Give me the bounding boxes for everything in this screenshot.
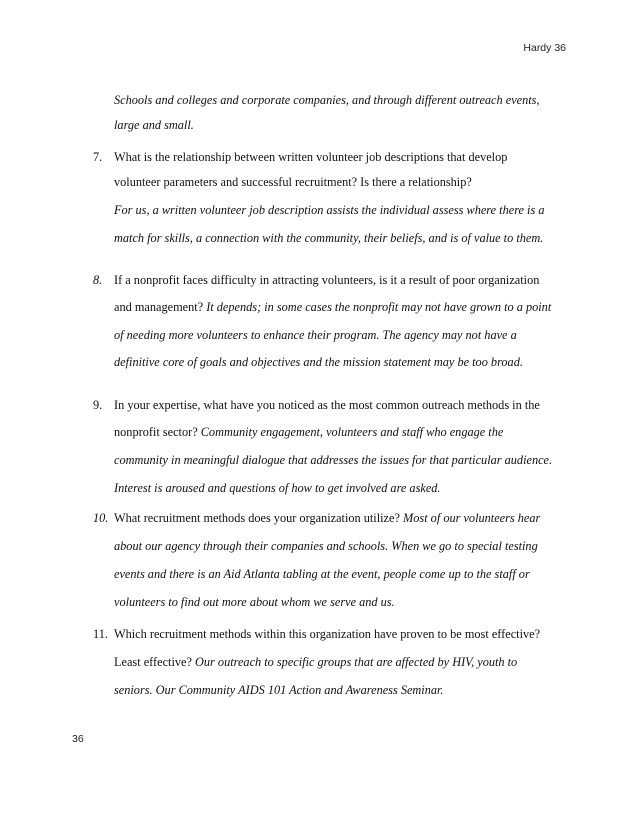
question-text: In your expertise, what have you noticed as the most common outreach methods in the xyxy=(114,398,540,412)
question-text: Which recruitment methods within this organization have proven to be most effective? xyxy=(114,627,541,641)
text-line xyxy=(114,595,395,610)
page-number: 36 xyxy=(72,733,84,745)
text-line xyxy=(114,150,507,165)
answer-text: about our agency through their companies and schools. When we go to special testing xyxy=(114,539,538,553)
answer-text: volunteers to find out more about whom we serve and us. xyxy=(114,595,395,609)
answer-text: Schools and colleges and corporate companies, and through different outreach events, xyxy=(114,93,540,107)
question-text: and management? xyxy=(114,300,207,314)
text-line xyxy=(114,567,530,582)
text-line xyxy=(114,355,523,370)
answer-text: definitive core of goals and objectives and the mission statement may be too broad. xyxy=(114,355,523,369)
question-text: Least effective? xyxy=(114,655,196,669)
answer-text: Most of our volunteers hear xyxy=(403,511,541,525)
text-line xyxy=(114,627,540,642)
answer-text: For us, a written volunteer job description assists the individual assess where there is a xyxy=(114,203,545,217)
question-text: nonprofit sector? xyxy=(114,425,201,439)
text-line xyxy=(114,453,552,468)
answer-text: Interest is aroused and questions of how to get involved are asked. xyxy=(114,481,441,495)
text-line xyxy=(114,481,441,496)
question-text: What recruitment methods does your organization utilize? xyxy=(114,511,404,525)
text-line xyxy=(114,539,538,554)
answer-text: seniors. Our Community AIDS 101 Action and Awareness Seminar. xyxy=(114,683,444,697)
running-head: Hardy 36 xyxy=(523,42,566,54)
item-number: 9. xyxy=(93,398,103,412)
answer-text: of needing more volunteers to enhance their program. The agency may not have a xyxy=(114,328,517,342)
item-number: 8. xyxy=(93,273,103,287)
answer-text: Community engagement, volunteers and staff who engage the xyxy=(200,425,504,439)
answer-text: Our outreach to specific groups that are affected by HIV, youth to xyxy=(195,655,518,669)
text-line xyxy=(114,273,539,288)
answer-text: large and small. xyxy=(114,118,194,132)
question-text: If a nonprofit faces difficulty in attracting volunteers, is it a result of poor organization xyxy=(114,273,540,287)
answer-text: It depends; in some cases the nonprofit may not have grown to a point xyxy=(206,300,552,314)
question-text: volunteer parameters and successful recruitment? Is there a relationship? xyxy=(114,175,472,189)
item-number: 7. xyxy=(93,150,103,164)
text-line xyxy=(114,328,517,343)
text-line xyxy=(114,203,544,218)
text-line xyxy=(114,425,503,440)
text-line xyxy=(114,398,540,413)
answer-text: match for skills, a connection with the community, their beliefs, and is of value to them. xyxy=(114,231,544,245)
text-line xyxy=(114,655,517,670)
item-number: 11. xyxy=(93,627,108,641)
text-line xyxy=(114,683,444,698)
answer-text: events and there is an Aid Atlanta tabling at the event, people come up to the staff or xyxy=(114,567,530,581)
text-line xyxy=(114,231,543,246)
text-line xyxy=(114,300,551,315)
text-line xyxy=(114,175,472,190)
text-line xyxy=(114,93,540,108)
item-number: 10. xyxy=(93,511,109,525)
text-line xyxy=(114,118,194,133)
question-text: What is the relationship between written volunteer job descriptions that develop xyxy=(114,150,508,164)
text-line xyxy=(114,511,540,526)
answer-text: community in meaningful dialogue that addresses the issues for that particular audience. xyxy=(114,453,553,467)
